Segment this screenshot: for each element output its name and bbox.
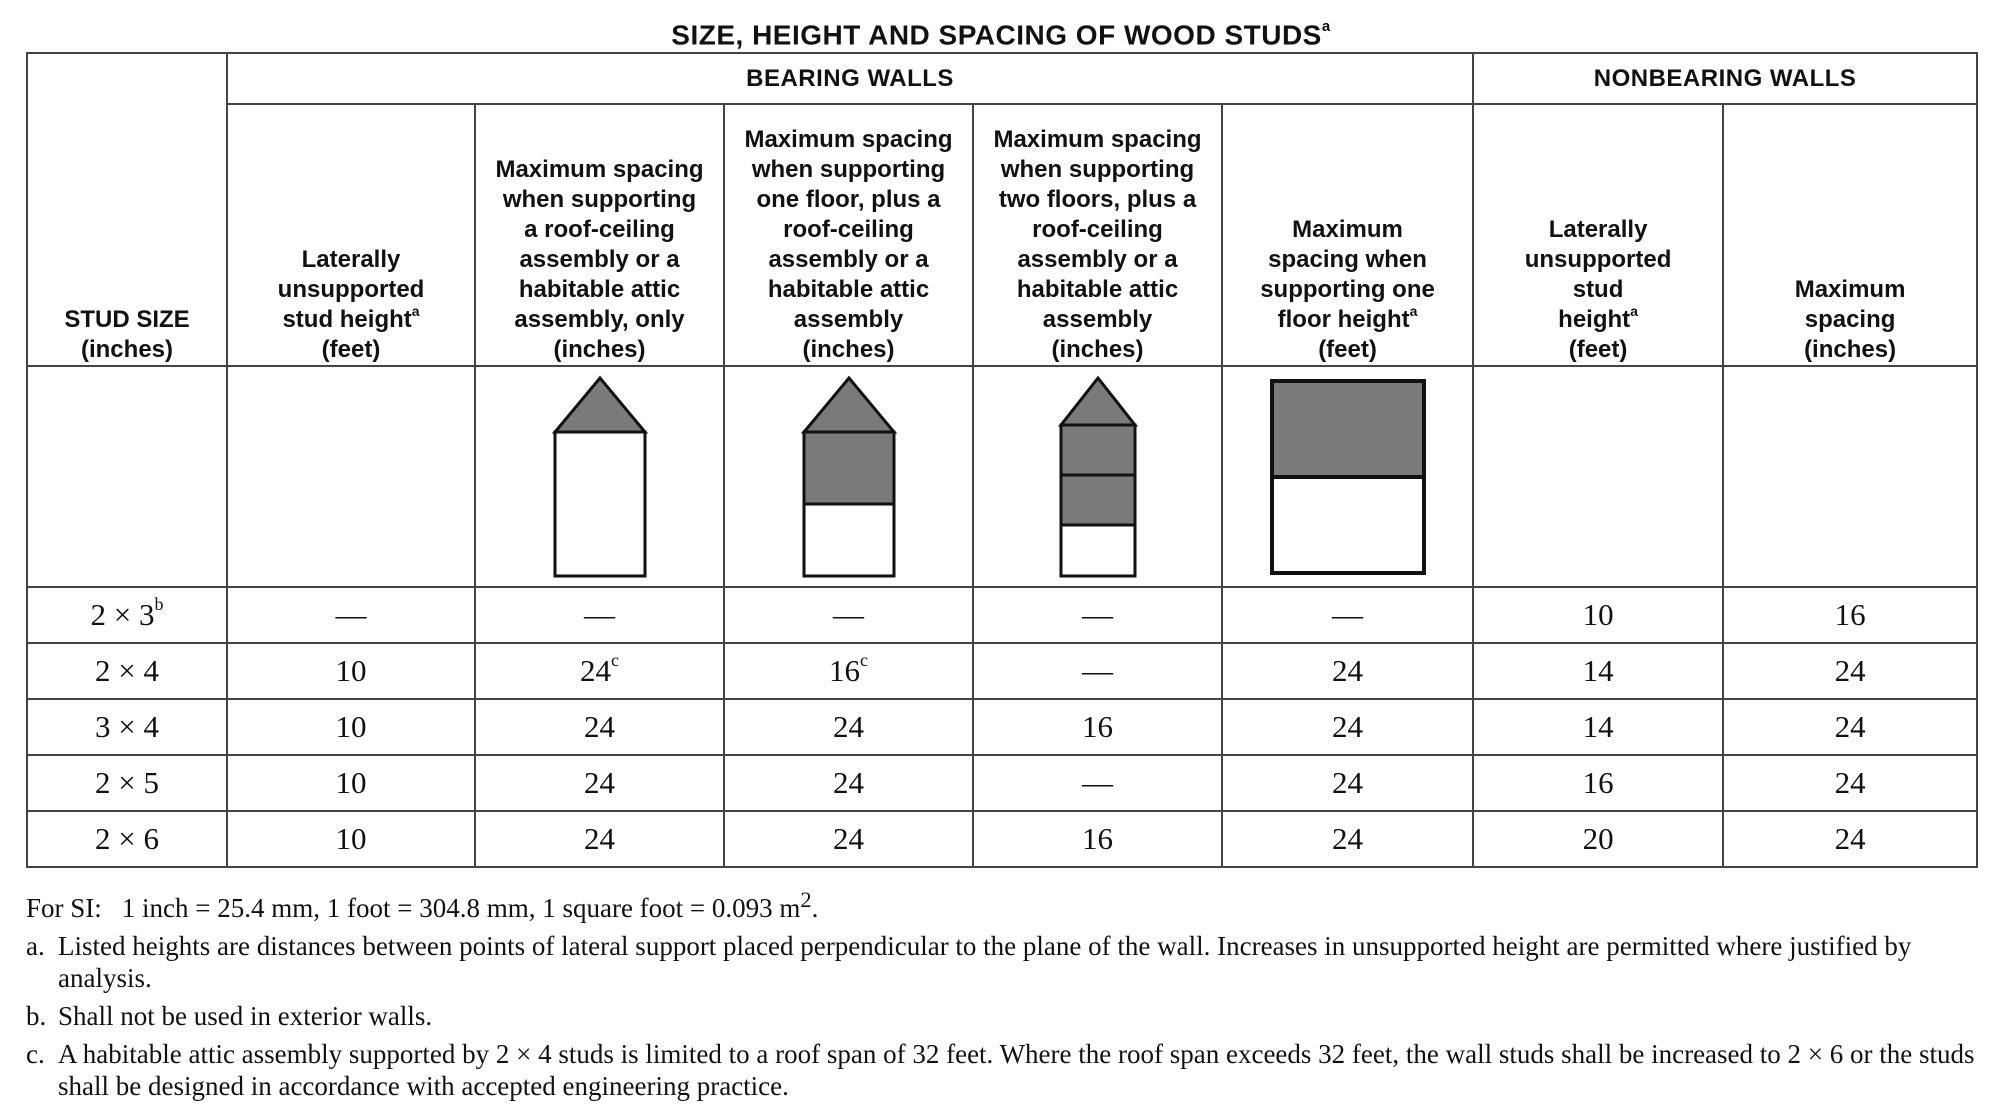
footnote-a: a. Listed heights are distances between points of lateral support placed perpendicular to the plane of the wall. Increases in unsupported height are permitted where justified by analysis. [26, 931, 1912, 993]
header-nonbearing-spacing: Maximum spacing (inches) [1723, 104, 1977, 366]
cell-stud-size: 2 × 4 [27, 643, 227, 699]
house-roof-only-icon [545, 372, 655, 582]
data-rows [27, 587, 1977, 867]
floor-only-note-mark: a [1409, 303, 1418, 319]
cell-nonbearing-spacing: 24 [1723, 755, 1977, 811]
cell-nonbearing-spacing: 24 [1723, 699, 1977, 755]
cell-two-floors-spacing: — [973, 587, 1222, 643]
cell-nonbearing-spacing: 24 [1723, 643, 1977, 699]
cell-one-floor-spacing: 24 [724, 811, 973, 867]
cell-lateral-height: 10 [227, 643, 475, 699]
group-header-row [27, 53, 1977, 104]
header-stud-size: STUD SIZE (inches) [27, 53, 227, 366]
header-nonbearing-height: Laterally unsupported stud height$^a$ (feet) [1473, 104, 1723, 366]
floor-only-diagram-icon [1268, 377, 1428, 577]
cell-floor-only-spacing: 24 [1222, 811, 1473, 867]
cell-nonbearing-height: 10 [1473, 587, 1723, 643]
footnote-b: b. Shall not be used in exterior walls. [26, 1001, 433, 1031]
cell-nonbearing-height: 14 [1473, 643, 1723, 699]
title-footnote-mark: a [1321, 18, 1331, 35]
header-nonbearing-walls: NONBEARING WALLS [1473, 53, 1977, 104]
diagram-cell-empty [27, 366, 227, 587]
house-one-floor-icon [794, 372, 904, 582]
footnote-mark: b [154, 593, 164, 614]
nonbearing-height-note-mark: a [1630, 303, 1638, 319]
table-title [26, 10, 1976, 50]
footnote-mark: c [860, 649, 868, 670]
cell-lateral-height: 10 [227, 755, 475, 811]
header-bearing-walls: BEARING WALLS [227, 53, 1473, 104]
cell-two-floors-spacing: 16 [973, 811, 1222, 867]
table-row [27, 699, 1977, 755]
diagram-cell-floor-only [1222, 366, 1473, 587]
cell-two-floors-spacing: — [973, 755, 1222, 811]
cell-two-floors-spacing: 16 [973, 699, 1222, 755]
cell-nonbearing-height: 16 [1473, 755, 1723, 811]
cell-lateral-height: 10 [227, 811, 475, 867]
diagram-cell-empty [227, 366, 475, 587]
cell-floor-only-spacing: 24 [1222, 643, 1473, 699]
cell-stud-size: 3 × 4 [27, 699, 227, 755]
cell-floor-only-spacing: 24 [1222, 755, 1473, 811]
cell-nonbearing-height: 14 [1473, 699, 1723, 755]
header-one-floor-spacing: Maximum spacing when supporting one floor, plus a roof-ceiling assembly or a habitable attic assembly (inches) [724, 104, 973, 366]
cell-floor-only-spacing: — [1222, 587, 1473, 643]
table-row [27, 755, 1977, 811]
table-row [27, 643, 1977, 699]
cell-one-floor-spacing: 16$^c$ [724, 643, 973, 699]
diagram-row [27, 366, 1977, 587]
cell-roof-only-spacing: 24 [475, 811, 724, 867]
diagram-cell-empty [1723, 366, 1977, 587]
diagram-cell-one-floor [724, 366, 973, 587]
cell-stud-size: 2 × 6 [27, 811, 227, 867]
table-title-text: SIZE, HEIGHT AND SPACING OF WOOD STUDS [671, 19, 1322, 51]
cell-roof-only-spacing: 24 [475, 699, 724, 755]
diagram-cell-roof-only [475, 366, 724, 587]
table-row [27, 811, 1977, 867]
wood-studs-table [26, 52, 1978, 868]
cell-lateral-height: — [227, 587, 475, 643]
cell-roof-only-spacing: 24 [475, 755, 724, 811]
house-two-floors-icon [1053, 372, 1143, 582]
cell-roof-only-spacing: 24$^c$ [475, 643, 724, 699]
cell-lateral-height: 10 [227, 699, 475, 755]
diagram-cell-empty [1473, 366, 1723, 587]
cell-one-floor-spacing: — [724, 587, 973, 643]
cell-one-floor-spacing: 24 [724, 755, 973, 811]
cell-nonbearing-height: 20 [1473, 811, 1723, 867]
header-two-floors-spacing: Maximum spacing when supporting two floors, plus a roof-ceiling assembly or a habitable attic assembly (inches) [973, 104, 1222, 366]
header-lateral-height: Laterally unsupported stud height$^a$ (feet) [227, 104, 475, 366]
table-row [27, 587, 1977, 643]
lateral-height-note-mark: a [411, 303, 420, 319]
cell-nonbearing-spacing: 16 [1723, 587, 1977, 643]
table-footnotes [26, 884, 1976, 1102]
column-header-row [27, 104, 1977, 366]
cell-one-floor-spacing: 24 [724, 699, 973, 755]
footnote-mark: c [611, 649, 619, 670]
diagram-cell-two-floors [973, 366, 1222, 587]
si-conversion-note: For SI: 1 inch = 25.4 mm, 1 foot = 304.8 mm, 1 square foot = 0.093 $m^2$. [26, 887, 819, 923]
cell-stud-size: 2 × 5 [27, 755, 227, 811]
cell-floor-only-spacing: 24 [1222, 699, 1473, 755]
header-floor-only-spacing: Maximum spacing when supporting one floor height$^a$ (feet) [1222, 104, 1473, 366]
header-roof-only-spacing: Maximum spacing when supporting a roof-ceiling assembly or a habitable attic assembly, only (inches) [475, 104, 724, 366]
footnote-c: c. A habitable attic assembly supported by 2 × 4 studs is limited to a roof span of 32 feet. Where the roof span exceeds 32 feet, the wall studs shall be increased to 2 × 6 or the studs shall be designed in accordance with accepted engineering practice. [26, 1039, 1975, 1101]
cell-two-floors-spacing: — [973, 643, 1222, 699]
cell-nonbearing-spacing: 24 [1723, 811, 1977, 867]
cell-stud-size: $2 \times 3^b$ [27, 587, 227, 643]
cell-roof-only-spacing: — [475, 587, 724, 643]
